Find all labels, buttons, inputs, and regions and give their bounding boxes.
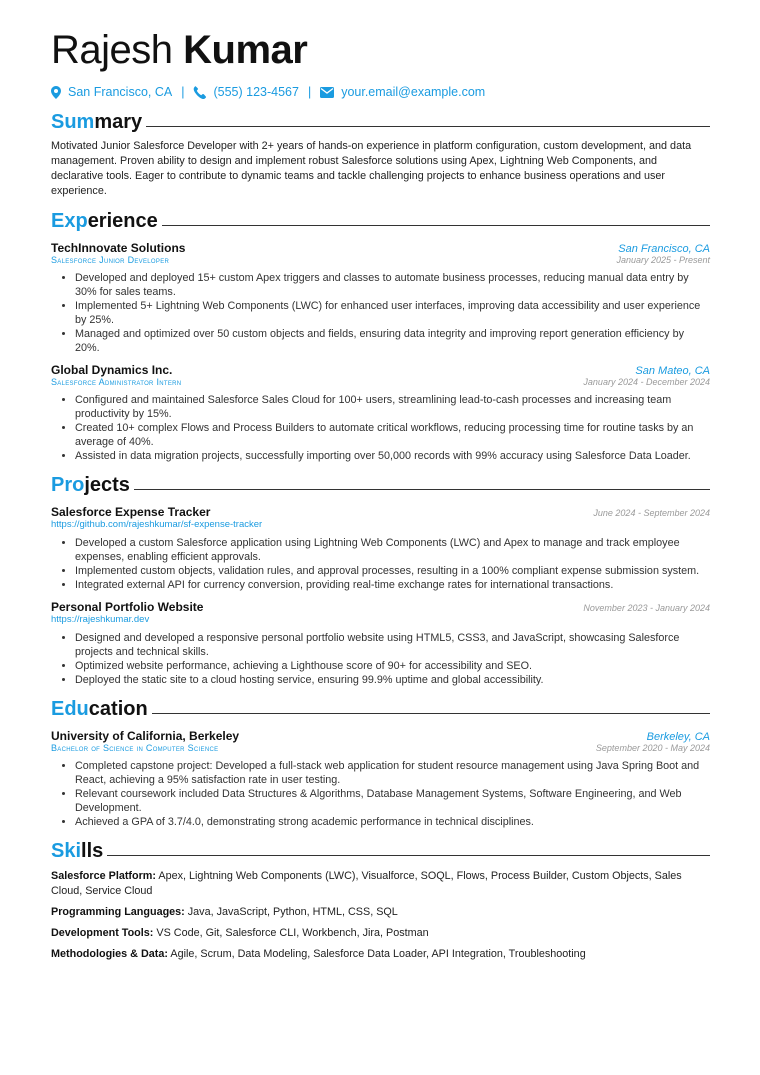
education-entry [51, 729, 710, 829]
bullet-item: • Implemented 5+ Lightning Web Components (LWC) for enhanced user interfaces, improving data accessibility and user experience by 25%. [75, 299, 710, 327]
envelope-icon [320, 87, 334, 98]
company-name: Global Dynamics Inc. [51, 363, 173, 377]
title-accent: Ski [51, 839, 82, 862]
contact-location [51, 85, 172, 99]
bullet-item: • Designed and developed a responsive personal portfolio website using HTML5, CSS3, and JavaScript, showcasing Salesforce projects and technical skills. [75, 631, 710, 659]
job-dates: January 2025 - Present [616, 255, 710, 265]
skill-value: Java, JavaScript, Python, HTML, CSS, SQL [187, 906, 398, 918]
bullet-item: • Optimized website performance, achieving a Lighthouse score of 90+ for accessibility and SEO. [75, 659, 710, 673]
title-accent: Sum [51, 110, 95, 133]
title-accent: Exp [51, 209, 88, 232]
project-link[interactable]: https://github.com/rajeshkumar/sf-expense-tracker [51, 519, 263, 530]
education-dates: September 2020 - May 2024 [595, 743, 710, 753]
title-accent: Edu [51, 697, 89, 720]
project-link[interactable]: https://rajeshkumar.dev [51, 614, 150, 625]
contact-separator: | [181, 85, 185, 99]
education-bullets [51, 759, 710, 829]
section-title-text [51, 210, 158, 233]
location-text: San Francisco, CA [68, 85, 173, 99]
section-divider [146, 126, 710, 127]
title-rest: erience [87, 209, 158, 232]
contact-phone[interactable] [193, 85, 298, 99]
bullet-item: • Developed and deployed 15+ custom Apex triggers and classes to automate business processes, reducing manual data entry by 30% for sales teams. [75, 271, 710, 299]
bullet-item: • Completed capstone project: Developed a full-stack web application for student resource management using Java Spring Boot and React, achieving a 95% satisfaction rate in user testing. [75, 759, 710, 787]
skill-label: Methodologies & Data: [51, 948, 168, 960]
section-divider [134, 489, 710, 490]
experience-entry [51, 241, 710, 355]
project-name: Personal Portfolio Website [51, 600, 204, 614]
degree-title: Bachelor of Science in Computer Science [51, 743, 219, 753]
skill-row [51, 905, 710, 920]
skill-row [51, 869, 710, 899]
contact-separator: | [307, 85, 312, 99]
title-rest: jects [84, 473, 130, 496]
skill-value: Apex, Lightning Web Components (LWC), Visualforce, SOQL, Flows, Process Builder, Custom Objects, Sales Cloud, Service Cloud [51, 870, 682, 897]
bullet-item: • Integrated external API for currency conversion, providing real-time exchange rates for international transactions. [75, 578, 710, 592]
bullet-item: • Developed a custom Salesforce application using Lightning Web Components (LWC) and Apex to manage and track employee expenses, enabling efficient approvals. [75, 536, 710, 564]
job-location: San Francisco, CA [618, 243, 710, 255]
section-title-text [51, 698, 148, 721]
project-name: Salesforce Expense Tracker [51, 505, 211, 519]
summary-text: Motivated Junior Salesforce Developer with 2+ years of hands-on experience in platform configuration, custom development, and data management. Proven ability to design and implement robust Salesforce solutions using Apex, Lightning Web Components, and declarative tools. Eager to contribute to dynamic teams and tackle challenging projects to enhance business operations and user experience. [51, 140, 692, 197]
skill-row [51, 926, 710, 941]
skill-value: VS Code, Git, Salesforce CLI, Workbench, Jira, Postman [156, 927, 429, 939]
bullet-item: • Implemented custom objects, validation rules, and approval processes, resulting in a 100% compliant expense submission system. [75, 564, 710, 578]
projects-heading [51, 473, 710, 497]
bullet-item: • Deployed the static site to a cloud hosting service, ensuring 99.9% uptime and global accessibility. [75, 673, 710, 687]
education-heading [51, 697, 710, 721]
section-title-text [51, 474, 130, 497]
experience-entry [51, 363, 710, 463]
phone-icon [193, 86, 206, 99]
section-divider [152, 713, 710, 714]
section-divider [162, 225, 710, 226]
first-name: Rajesh [51, 28, 173, 72]
job-title: Salesforce Junior Developer [51, 255, 170, 265]
project-entry [51, 600, 710, 687]
job-dates: January 2024 - December 2024 [583, 377, 710, 387]
bullet-item: • Created 10+ complex Flows and Process Builders to automate critical workflows, reducing processing time for routine tasks by an average of 40%. [75, 421, 710, 449]
job-title: Salesforce Administrator Intern [51, 377, 182, 387]
school-location: Berkeley, CA [646, 731, 710, 743]
contact-email[interactable] [320, 85, 485, 99]
contact-line [51, 84, 710, 100]
title-accent: Pro [51, 473, 85, 496]
title-rest: cation [88, 697, 148, 720]
email-text: your.email@example.com [341, 85, 486, 99]
candidate-name [51, 26, 710, 74]
skills-heading [51, 839, 710, 863]
map-pin-icon [51, 86, 61, 99]
experience-heading [51, 209, 710, 233]
phone-text: (555) 123-4567 [213, 85, 299, 99]
skill-label: Salesforce Platform: [51, 870, 157, 882]
section-title-text [51, 111, 142, 134]
project-entry [51, 505, 710, 592]
school-name: University of California, Berkeley [51, 729, 240, 743]
bullet-item: • Managed and optimized over 50 custom objects and fields, ensuring data integrity and improving report generation efficiency by 20%. [75, 327, 710, 355]
project-dates: November 2023 - January 2024 [583, 603, 710, 613]
skill-value: Agile, Scrum, Data Modeling, Salesforce Data Loader, API Integration, Troubleshooting [170, 948, 586, 960]
project-bullets [51, 536, 710, 592]
skill-label: Programming Languages: [51, 906, 185, 918]
title-rest: mary [94, 110, 143, 133]
title-rest: lls [81, 839, 104, 862]
skill-label: Development Tools: [51, 927, 154, 939]
company-name: TechInnovate Solutions [51, 241, 186, 255]
project-bullets [51, 631, 710, 687]
project-dates: June 2024 - September 2024 [593, 508, 710, 518]
skill-row [51, 947, 710, 962]
bullet-item: • Relevant coursework included Data Structures & Algorithms, Database Management Systems, Software Engineering, and Web Development. [75, 787, 710, 815]
bullet-item: • Achieved a GPA of 3.7/4.0, demonstrating strong academic performance in technical disciplines. [75, 815, 710, 829]
job-bullets [51, 271, 710, 355]
bullet-item: • Assisted in data migration projects, successfully importing over 50,000 records with 99% accuracy using Salesforce Data Loader. [75, 449, 710, 463]
job-location: San Mateo, CA [635, 365, 710, 377]
section-divider [107, 855, 710, 856]
job-bullets [51, 393, 710, 463]
section-title-text [51, 840, 103, 863]
bullet-item: • Configured and maintained Salesforce Sales Cloud for 100+ users, streamlining lead-to-cash processes and increasing team productivity by 15%. [75, 393, 710, 421]
skills-list [51, 869, 710, 962]
last-name: Kumar [183, 28, 308, 72]
summary-heading [51, 110, 710, 134]
